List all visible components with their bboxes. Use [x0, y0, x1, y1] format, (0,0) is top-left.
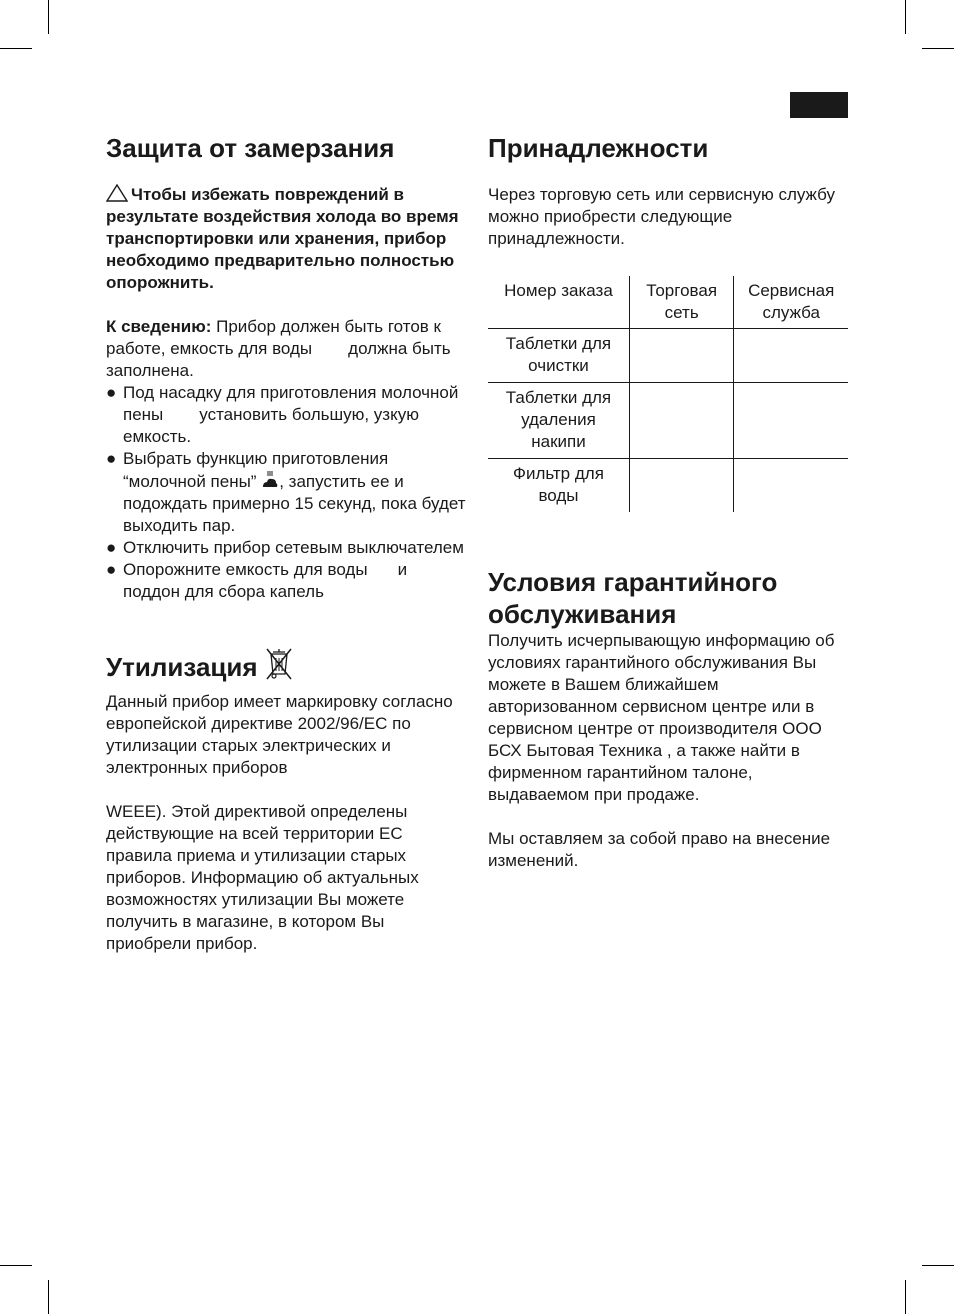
crop-mark — [922, 1265, 954, 1266]
accessories-title: Принадлежности — [488, 133, 709, 163]
column-header-order-number: Номер заказа — [488, 276, 629, 329]
table-cell: Таблетки для удаления накипи — [488, 383, 629, 459]
list-item-text: Отключить прибор сетевым выключателем — [123, 538, 464, 557]
disposal-paragraph-2: WEEE). Этой директивой определены действующие на всей территории ЕС правила приема и утилизации старых приборов. Информацию об актуальных возможностях утилизации Вы можете получить в магазине, в котором Вы приобрели прибор. — [106, 802, 419, 953]
list-item-text: Опорожните емкость для воды — [123, 560, 368, 579]
column-header-service: Сервисная служба — [734, 276, 848, 329]
bullet-dot: ● — [106, 449, 117, 468]
table-cell: Таблетки для очистки — [488, 329, 629, 383]
accessories-intro: Через торговую сеть или сервисную службу можно приобрести следующие принадлежности. — [488, 185, 835, 248]
crop-mark — [0, 1265, 32, 1266]
accessories-table — [488, 276, 848, 512]
crop-mark — [922, 48, 954, 49]
disposal-section — [106, 646, 468, 955]
bullet-dot: ● — [106, 560, 117, 579]
frost-protection-title: Защита от замерзания — [106, 133, 395, 163]
note-text-part1: Прибор должен быть готов к работе, емкость для воды — [106, 317, 441, 358]
table-header-row — [488, 276, 848, 329]
frost-steps-list — [106, 382, 468, 603]
note-text-part2: должна быть заполнена. — [106, 339, 451, 380]
list-item-text: Под насадку для приготовления молочной пены — [123, 383, 459, 424]
note-label: К сведению: — [106, 317, 212, 336]
accessories-section — [488, 132, 850, 512]
crop-mark — [905, 0, 906, 34]
frost-warning — [106, 184, 468, 294]
list-item — [106, 448, 468, 537]
milk-froth-steam-icon — [261, 470, 279, 490]
warning-triangle-icon — [106, 184, 128, 202]
crop-mark — [905, 1280, 906, 1314]
list-item-text: и поддон для сбора капель — [123, 560, 408, 601]
disposal-title — [106, 646, 468, 683]
table-cell — [734, 329, 848, 383]
list-item — [106, 559, 468, 603]
language-tab-marker — [790, 92, 848, 118]
warranty-title: Условия гарантийного обслуживания — [488, 567, 778, 629]
table-cell — [629, 383, 733, 459]
table-row — [488, 383, 848, 459]
list-item — [106, 382, 468, 448]
table-cell — [629, 329, 733, 383]
table-cell: Фильтр для воды — [488, 459, 629, 513]
table-cell — [734, 459, 848, 513]
warranty-paragraph-2: Мы оставляем за собой право на внесение изменений. — [488, 829, 831, 870]
table-cell — [629, 459, 733, 513]
bullet-dot: ● — [106, 383, 117, 402]
bullet-dot: ● — [106, 538, 117, 557]
list-item-text: установить большую, узкую емкость. — [123, 405, 419, 446]
column-header-retail: Торговая сеть — [629, 276, 733, 329]
disposal-title-text: Утилизация — [106, 652, 258, 682]
frost-protection-section — [106, 132, 468, 603]
list-item-text: Выбрать функцию приготовления “молочной пены” — [123, 449, 389, 491]
table-row — [488, 459, 848, 513]
list-item — [106, 537, 468, 559]
table-row — [488, 329, 848, 383]
crossed-out-wheelie-bin-icon — [264, 646, 294, 682]
table-cell — [734, 383, 848, 459]
crop-mark — [48, 1280, 49, 1314]
right-column — [488, 132, 850, 872]
crop-mark — [0, 48, 32, 49]
crop-mark — [48, 0, 49, 34]
warranty-section — [488, 566, 850, 872]
left-column — [106, 132, 468, 955]
list-item-text: , запустить ее и подождать примерно 15 секунд, пока будет выходить пар. — [123, 472, 466, 535]
frost-note — [106, 316, 468, 382]
frost-warning-text: Чтобы избежать повреждений в результате воздействия холода во время транспортировки или хранения, прибор необходимо предварительно полностью опорожнить. — [106, 185, 459, 292]
disposal-paragraph-1: Данный прибор имеет маркировку согласно европейской директиве 2002/96/EC по утилизации старых электрических и электронных приборов — [106, 692, 453, 777]
warranty-paragraph-1: Получить исчерпывающую информацию об условиях гарантийного обслуживания Вы можете в Вашем ближайшем авторизованном сервисном центре или в сервисном центре от производителя ООО БСХ Бытовая Техника , а также найти в фирменном гарантийном талоне, выдаваемом при продаже. — [488, 631, 835, 804]
